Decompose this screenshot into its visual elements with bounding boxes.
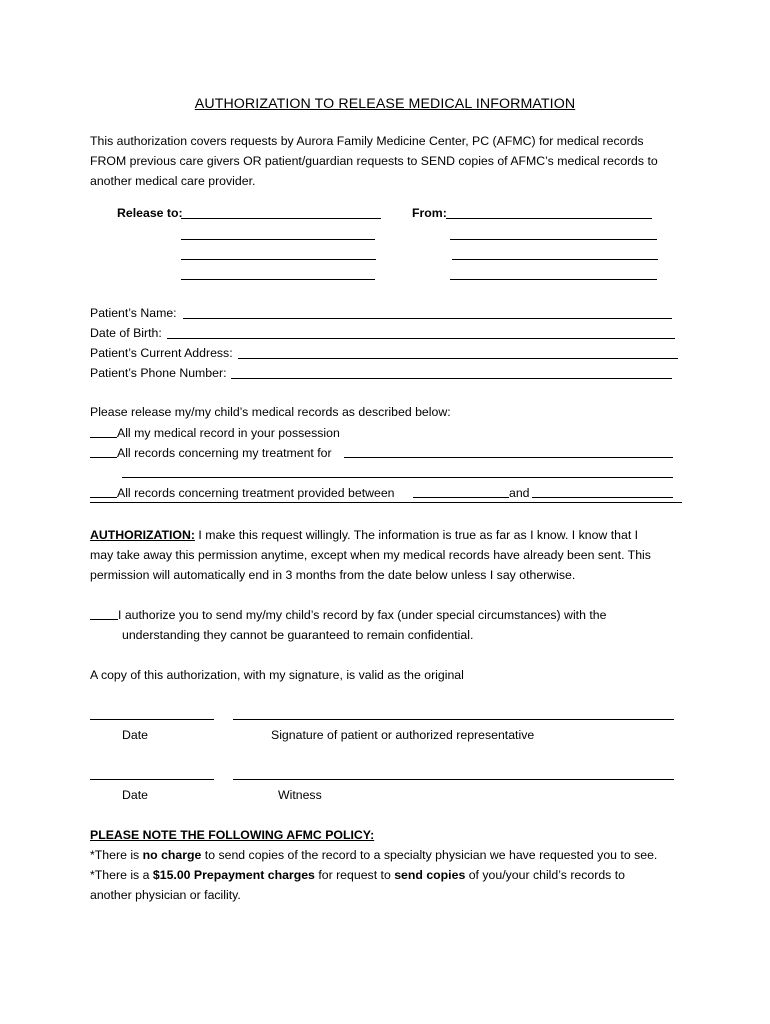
policy-line-1-a: *There is	[90, 848, 143, 862]
policy-line-1-c: to send copies of the record to a specialty physician we have requested you to see.	[201, 848, 658, 862]
authorization-text-1: I make this request willingly. The information is true as far as I know. I know that I	[194, 528, 639, 542]
from-field-3[interactable]	[452, 259, 658, 260]
fax-checkbox-line[interactable]	[90, 619, 118, 620]
no-charge-text: no charge	[142, 848, 202, 862]
address-field[interactable]	[238, 358, 678, 359]
intro-line-3: another medical care provider.	[90, 174, 256, 188]
records-intro: Please release my/my child’s medical records as described below:	[90, 405, 451, 419]
release-to-field-2[interactable]	[181, 239, 375, 240]
option1-checkbox-line[interactable]	[90, 437, 117, 438]
option2-label: All records concerning my treatment for	[117, 446, 332, 460]
witness-signature-field[interactable]	[233, 779, 674, 780]
release-to-label: Release to:	[117, 206, 183, 220]
policy-line-2-a: *There is a	[90, 868, 153, 882]
policy-line-2-c: for request to	[314, 868, 395, 882]
witness-label: Witness	[278, 788, 322, 802]
signature-label: Signature of patient or authorized representative	[271, 728, 535, 742]
from-field-2[interactable]	[450, 239, 657, 240]
option3-and-label: and	[509, 486, 530, 500]
treatment-start-date-field[interactable]	[413, 497, 509, 498]
policy-line-2	[90, 865, 625, 885]
page-title: AUTHORIZATION TO RELEASE MEDICAL INFORMATION	[194, 96, 576, 112]
policy-line-2-e: of you/your child’s records to	[465, 868, 625, 882]
phone-label: Patient’s Phone Number:	[90, 366, 227, 380]
authorization-line-3: permission will automatically end in 3 months from the date below unless I say otherwise.	[90, 568, 576, 582]
date-field-1[interactable]	[90, 719, 214, 720]
intro-line-2: FROM previous care givers OR patient/guardian requests to SEND copies of AFMC’s medical records to	[90, 154, 658, 168]
address-label: Patient’s Current Address:	[90, 346, 233, 360]
intro-line-1: This authorization covers requests by Aurora Family Medicine Center, PC (AFMC) for medical records	[90, 134, 644, 148]
dob-label: Date of Birth:	[90, 326, 162, 340]
patient-name-label: Patient’s Name:	[90, 306, 177, 320]
patient-name-field[interactable]	[183, 318, 672, 319]
treatment-end-date-field[interactable]	[532, 497, 673, 498]
authorization-line-2: may take away this permission anytime, except when my medical records have already been sent. This	[90, 548, 651, 562]
option2-checkbox-line[interactable]	[90, 457, 117, 458]
authorization-line-1	[90, 525, 638, 545]
treatment-for-field-continued[interactable]	[122, 477, 673, 478]
release-to-field-3[interactable]	[181, 259, 376, 260]
from-label: From:	[412, 206, 447, 220]
option1-label: All my medical record in your possession	[117, 426, 340, 440]
release-to-field-1[interactable]	[181, 218, 381, 219]
policy-heading: PLEASE NOTE THE FOLLOWING AFMC POLICY:	[90, 828, 375, 842]
option3-label: All records concerning treatment provided between	[117, 486, 395, 500]
prepayment-charge-text: $15.00 Prepayment charges	[152, 868, 315, 882]
date-field-2[interactable]	[90, 779, 214, 780]
authorization-label: AUTHORIZATION:	[90, 528, 195, 542]
send-copies-text: send copies	[394, 868, 466, 882]
date-label-2: Date	[122, 788, 148, 802]
option3-checkbox-line[interactable]	[90, 497, 117, 498]
section-divider	[90, 502, 682, 503]
treatment-for-field[interactable]	[344, 457, 673, 458]
dob-field[interactable]	[167, 338, 675, 339]
copy-note: A copy of this authorization, with my signature, is valid as the original	[90, 668, 464, 682]
patient-signature-field[interactable]	[233, 719, 674, 720]
phone-field[interactable]	[231, 378, 672, 379]
policy-line-3: another physician or facility.	[90, 888, 241, 902]
from-field-1[interactable]	[446, 218, 652, 219]
fax-line-1: I authorize you to send my/my child’s record by fax (under special circumstances) with the	[118, 608, 607, 622]
from-field-4[interactable]	[450, 279, 657, 280]
release-to-field-4[interactable]	[181, 279, 375, 280]
policy-line-1	[90, 845, 657, 865]
date-label-1: Date	[122, 728, 148, 742]
fax-line-2: understanding they cannot be guaranteed to remain confidential.	[122, 628, 474, 642]
